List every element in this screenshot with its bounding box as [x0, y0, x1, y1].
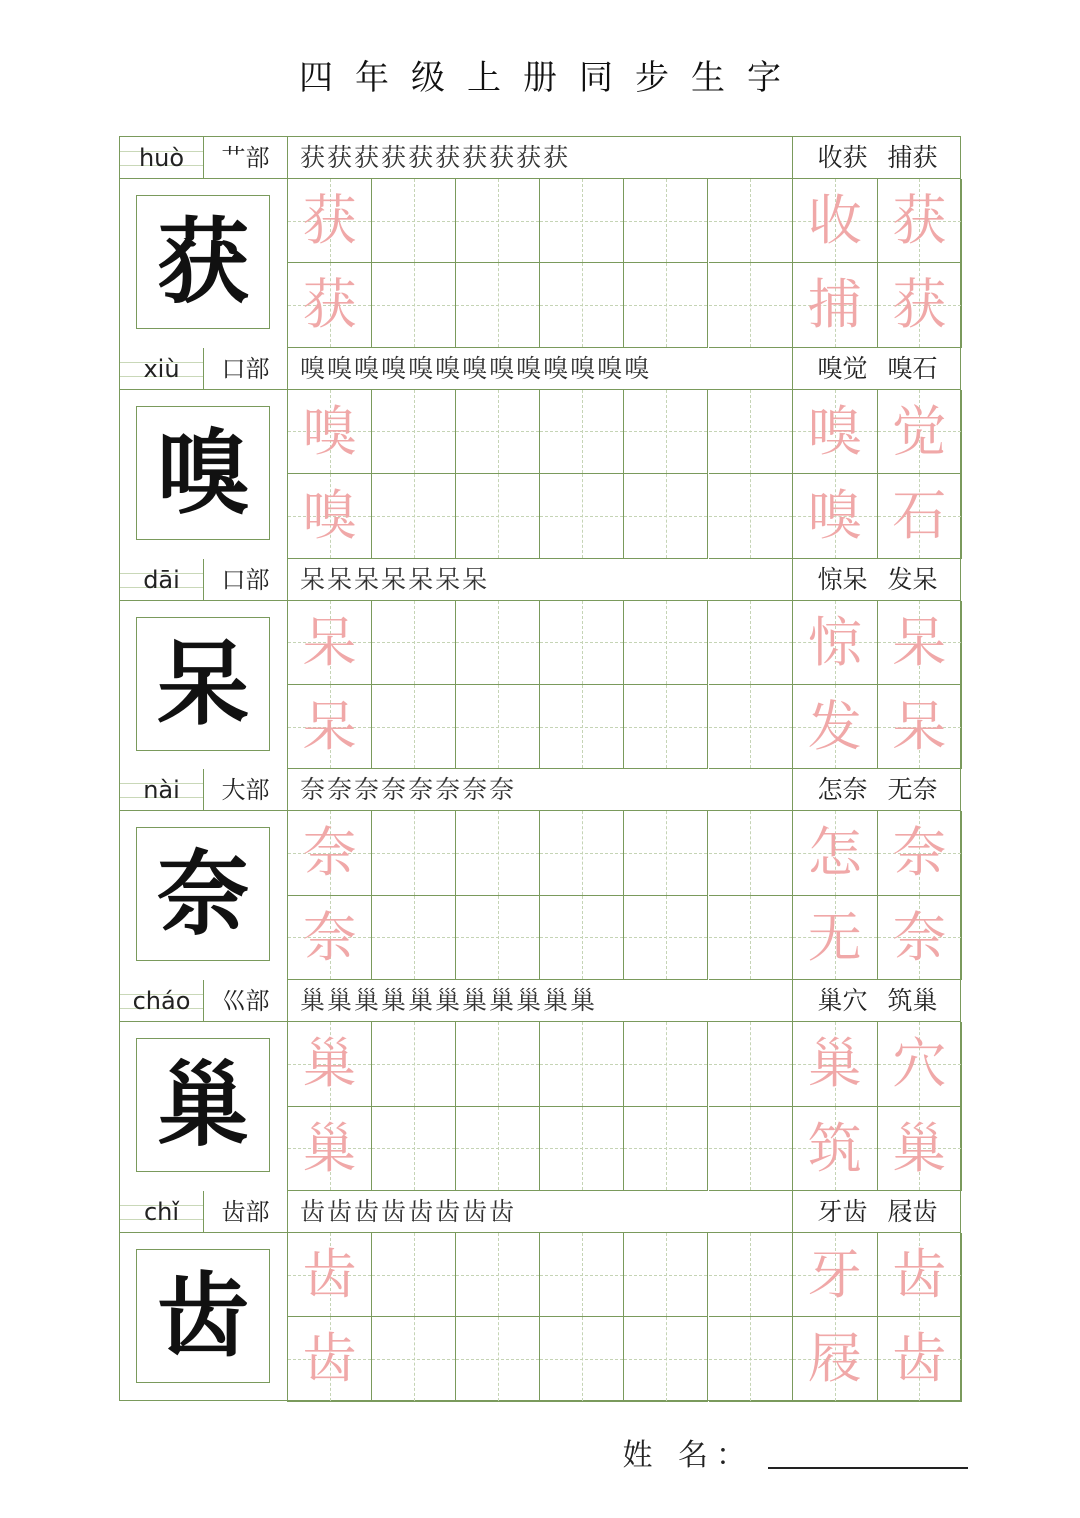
stroke-step: 巢 [354, 986, 382, 1016]
writing-cell[interactable] [456, 474, 540, 558]
word-trace-character: 牙 [807, 1243, 862, 1306]
writing-cell[interactable] [709, 474, 793, 558]
stroke-step: 获 [462, 143, 490, 172]
stroke-step: 巢 [408, 986, 436, 1016]
word-trace-character: 捕 [807, 273, 862, 337]
practice-grid [288, 179, 793, 348]
radical: 巛部 [204, 980, 288, 1022]
stroke-step: 巢 [300, 986, 328, 1016]
character-block [120, 559, 960, 770]
writing-cell[interactable] [372, 1317, 456, 1401]
practice-grid [288, 601, 793, 770]
stroke-step: 嗅 [543, 353, 571, 383]
writing-cell[interactable] [709, 390, 793, 474]
writing-cell[interactable] [456, 601, 540, 685]
writing-cell[interactable] [288, 896, 372, 980]
word-trace-character: 怎 [807, 821, 862, 885]
stroke-step: 获 [354, 143, 382, 172]
writing-cell[interactable] [540, 179, 624, 263]
model-character-cell [120, 179, 288, 348]
writing-cell[interactable] [709, 601, 793, 685]
word-trace-character: 石 [892, 484, 947, 548]
writing-cell[interactable] [288, 811, 372, 895]
model-character: 获 [136, 195, 270, 329]
word-trace-character: 屐 [807, 1327, 862, 1391]
vocab-word: 无奈 [887, 775, 938, 805]
word-trace-cell[interactable] [793, 390, 878, 474]
word-practice-grid [793, 1022, 962, 1191]
radical: 艹部 [204, 137, 288, 179]
stroke-order [288, 1191, 793, 1233]
writing-cell[interactable] [540, 601, 624, 685]
writing-cell[interactable] [372, 1022, 456, 1106]
writing-cell[interactable] [456, 1233, 540, 1317]
writing-cell[interactable] [540, 685, 624, 769]
vocab-word: 筑巢 [887, 986, 938, 1016]
writing-cell[interactable] [372, 263, 456, 347]
word-trace-cell[interactable] [793, 474, 878, 558]
word-trace-cell[interactable] [878, 896, 963, 980]
stroke-step: 嗅 [516, 353, 544, 383]
word-trace-cell[interactable] [793, 1233, 878, 1317]
word-practice-grid [793, 811, 962, 980]
stroke-order [288, 559, 793, 601]
writing-cell[interactable] [288, 179, 372, 263]
model-character: 巢 [136, 1038, 270, 1172]
word-trace-cell[interactable] [878, 1022, 963, 1106]
stroke-step: 嗅 [462, 353, 490, 383]
radical: 大部 [204, 769, 288, 811]
trace-character: 呆 [302, 610, 357, 674]
word-trace-cell[interactable] [793, 1107, 878, 1191]
word-trace-character: 嗅 [807, 484, 862, 548]
word-trace-cell[interactable] [878, 1317, 963, 1401]
name-field [622, 1430, 968, 1474]
vocab-word: 收获 [817, 143, 868, 172]
vocab-word: 捕获 [887, 143, 938, 172]
writing-cell[interactable] [540, 1107, 624, 1191]
writing-cell[interactable] [709, 179, 793, 263]
stroke-order [288, 137, 793, 179]
block-header [120, 980, 960, 1022]
stroke-step: 奈 [300, 775, 328, 805]
word-trace-character: 穴 [892, 1032, 947, 1096]
stroke-step: 奈 [381, 775, 409, 805]
stroke-step: 巢 [327, 986, 355, 1016]
writing-cell[interactable] [624, 685, 708, 769]
stroke-order [288, 348, 793, 390]
word-trace-character: 呆 [892, 610, 947, 674]
stroke-step: 获 [408, 143, 436, 172]
stroke-step: 获 [300, 143, 328, 172]
word-trace-cell[interactable] [878, 811, 963, 895]
writing-cell[interactable] [288, 1022, 372, 1106]
word-trace-cell[interactable] [878, 390, 963, 474]
stroke-step: 嗅 [381, 353, 409, 383]
word-trace-character: 筑 [807, 1116, 862, 1180]
word-trace-cell[interactable] [878, 1107, 963, 1191]
writing-cell[interactable] [709, 263, 793, 347]
stroke-step: 呆 [327, 564, 355, 594]
word-trace-cell[interactable] [878, 263, 963, 347]
character-block [120, 980, 960, 1191]
trace-character: 巢 [302, 1116, 357, 1180]
writing-cell[interactable] [709, 1107, 793, 1191]
word-trace-character: 获 [892, 273, 947, 337]
vocab-word: 惊呆 [817, 564, 868, 594]
pinyin: dāi [120, 559, 204, 601]
model-character-cell [120, 1022, 288, 1191]
radical: 口部 [204, 348, 288, 390]
writing-cell[interactable] [288, 474, 372, 558]
word-trace-cell[interactable] [878, 685, 963, 769]
stroke-step: 嗅 [597, 353, 625, 383]
stroke-step: 奈 [489, 775, 517, 805]
stroke-step: 齿 [408, 1197, 436, 1226]
stroke-step: 嗅 [354, 353, 382, 383]
writing-cell[interactable] [456, 811, 540, 895]
stroke-step: 巢 [462, 986, 490, 1016]
vocab-words [793, 769, 962, 811]
vocab-words [793, 137, 962, 179]
writing-cell[interactable] [540, 1022, 624, 1106]
writing-cell[interactable] [456, 1107, 540, 1191]
writing-cell[interactable] [372, 179, 456, 263]
writing-cell[interactable] [624, 896, 708, 980]
stroke-step: 嗅 [435, 353, 463, 383]
word-trace-cell[interactable] [793, 263, 878, 347]
writing-cell[interactable] [372, 601, 456, 685]
word-trace-character: 获 [892, 189, 947, 252]
word-practice-grid [793, 179, 962, 348]
trace-character: 呆 [302, 694, 357, 758]
writing-cell[interactable] [288, 390, 372, 474]
writing-cell[interactable] [288, 685, 372, 769]
practice-grid [288, 811, 793, 980]
writing-cell[interactable] [372, 1107, 456, 1191]
page-title: 四年级上册同步生字 [299, 58, 803, 98]
word-trace-character: 奈 [892, 905, 947, 969]
vocab-word: 怎奈 [817, 775, 868, 805]
writing-cell[interactable] [456, 1317, 540, 1401]
writing-cell[interactable] [540, 390, 624, 474]
writing-cell[interactable] [709, 685, 793, 769]
trace-character: 奈 [302, 905, 357, 969]
pinyin: nài [120, 769, 204, 811]
stroke-step: 呆 [354, 564, 382, 594]
vocab-word: 巢穴 [817, 986, 868, 1016]
stroke-step: 齿 [354, 1197, 382, 1226]
stroke-step: 齿 [435, 1197, 463, 1226]
vocab-word: 牙齿 [817, 1197, 868, 1226]
writing-cell[interactable] [624, 1022, 708, 1106]
writing-cell[interactable] [540, 474, 624, 558]
writing-cell[interactable] [288, 263, 372, 347]
writing-cell[interactable] [456, 1022, 540, 1106]
stroke-step: 呆 [381, 564, 409, 594]
word-trace-character: 收 [807, 189, 862, 252]
word-trace-cell[interactable] [878, 179, 963, 263]
writing-cell[interactable] [540, 811, 624, 895]
word-trace-cell[interactable] [793, 811, 878, 895]
trace-character: 获 [302, 189, 357, 252]
trace-character: 嗅 [302, 484, 357, 548]
writing-cell[interactable] [372, 685, 456, 769]
model-character: 齿 [136, 1249, 270, 1383]
trace-character: 齿 [302, 1243, 357, 1306]
writing-cell[interactable] [709, 1317, 793, 1401]
word-trace-cell[interactable] [793, 896, 878, 980]
stroke-step: 嗅 [327, 353, 355, 383]
vocab-word: 嗅觉 [817, 353, 868, 383]
writing-cell[interactable] [372, 811, 456, 895]
stroke-step: 呆 [408, 564, 436, 594]
stroke-step: 获 [381, 143, 409, 172]
writing-cell[interactable] [540, 263, 624, 347]
practice-grid [288, 390, 793, 559]
stroke-step: 嗅 [408, 353, 436, 383]
character-block [120, 137, 960, 348]
practice-sheet [119, 136, 961, 1401]
writing-cell[interactable] [540, 1233, 624, 1317]
stroke-step: 齿 [300, 1197, 328, 1226]
writing-cell[interactable] [624, 263, 708, 347]
writing-cell[interactable] [624, 1233, 708, 1317]
vocab-words [793, 1191, 962, 1233]
stroke-order [288, 769, 793, 811]
writing-cell[interactable] [288, 601, 372, 685]
model-character-cell [120, 390, 288, 559]
stroke-step: 获 [516, 143, 544, 172]
word-trace-character: 巢 [807, 1032, 862, 1096]
trace-character: 获 [302, 273, 357, 337]
trace-character: 嗅 [302, 399, 357, 463]
writing-cell[interactable] [709, 896, 793, 980]
stroke-step: 嗅 [489, 353, 517, 383]
word-trace-character: 齿 [892, 1243, 947, 1306]
vocab-words [793, 980, 962, 1022]
stroke-step: 获 [435, 143, 463, 172]
model-character: 嗅 [136, 406, 270, 540]
pinyin: huò [120, 137, 204, 179]
writing-cell[interactable] [709, 1233, 793, 1317]
block-header [120, 137, 960, 179]
writing-cell[interactable] [372, 474, 456, 558]
writing-cell[interactable] [624, 1317, 708, 1401]
name-line[interactable] [768, 1467, 968, 1469]
practice-grid [288, 1022, 793, 1191]
pinyin: chǐ [120, 1191, 204, 1233]
stroke-step: 巢 [543, 986, 571, 1016]
stroke-step: 嗅 [300, 353, 328, 383]
word-trace-cell[interactable] [793, 1022, 878, 1106]
trace-character: 齿 [302, 1327, 357, 1391]
word-trace-character: 发 [807, 694, 862, 758]
vocab-words [793, 559, 962, 601]
character-block [120, 1191, 960, 1402]
stroke-step: 奈 [354, 775, 382, 805]
character-block [120, 769, 960, 980]
writing-cell[interactable] [624, 474, 708, 558]
character-block [120, 348, 960, 559]
word-practice-grid [793, 390, 962, 559]
word-trace-cell[interactable] [793, 685, 878, 769]
word-trace-character: 齿 [892, 1327, 947, 1391]
stroke-step: 获 [327, 143, 355, 172]
word-trace-cell[interactable] [793, 179, 878, 263]
model-character: 奈 [136, 827, 270, 961]
radical: 齿部 [204, 1191, 288, 1233]
word-trace-character: 巢 [892, 1116, 947, 1180]
vocab-words [793, 348, 962, 390]
writing-cell[interactable] [456, 179, 540, 263]
writing-cell[interactable] [288, 1233, 372, 1317]
stroke-step: 呆 [435, 564, 463, 594]
name-label: 姓 名： [622, 1438, 754, 1473]
stroke-step: 嗅 [624, 353, 652, 383]
writing-cell[interactable] [709, 1022, 793, 1106]
stroke-step: 奈 [327, 775, 355, 805]
pinyin: cháo [120, 980, 204, 1022]
model-character-cell [120, 1233, 288, 1402]
word-trace-cell[interactable] [878, 474, 963, 558]
writing-cell[interactable] [456, 263, 540, 347]
trace-character: 奈 [302, 821, 357, 885]
writing-cell[interactable] [288, 1317, 372, 1401]
radical: 口部 [204, 559, 288, 601]
model-character-cell [120, 811, 288, 980]
writing-cell[interactable] [540, 896, 624, 980]
writing-cell[interactable] [456, 390, 540, 474]
stroke-step: 奈 [408, 775, 436, 805]
stroke-step: 巢 [381, 986, 409, 1016]
writing-cell[interactable] [372, 390, 456, 474]
stroke-step: 获 [489, 143, 517, 172]
writing-cell[interactable] [624, 390, 708, 474]
stroke-step: 巢 [435, 986, 463, 1016]
writing-cell[interactable] [372, 1233, 456, 1317]
stroke-step: 巢 [570, 986, 598, 1016]
stroke-step: 奈 [435, 775, 463, 805]
vocab-word: 嗅石 [887, 353, 938, 383]
word-trace-character: 无 [807, 905, 862, 969]
stroke-step: 奈 [462, 775, 490, 805]
stroke-step: 齿 [327, 1197, 355, 1226]
stroke-step: 嗅 [570, 353, 598, 383]
word-practice-grid [793, 601, 962, 770]
stroke-order [288, 980, 793, 1022]
word-trace-character: 呆 [892, 694, 947, 758]
stroke-step: 齿 [462, 1197, 490, 1226]
model-character: 呆 [136, 617, 270, 751]
word-trace-character: 觉 [892, 399, 947, 463]
stroke-step: 巢 [516, 986, 544, 1016]
word-trace-character: 惊 [807, 610, 862, 674]
writing-cell[interactable] [624, 811, 708, 895]
vocab-word: 屐齿 [887, 1197, 938, 1226]
stroke-step: 呆 [462, 564, 490, 594]
writing-cell[interactable] [709, 811, 793, 895]
word-trace-cell[interactable] [878, 601, 963, 685]
writing-cell[interactable] [624, 1107, 708, 1191]
writing-cell[interactable] [372, 896, 456, 980]
block-header [120, 348, 960, 390]
word-trace-cell[interactable] [878, 1233, 963, 1317]
stroke-step: 呆 [300, 564, 328, 594]
word-practice-grid [793, 1233, 962, 1402]
writing-cell[interactable] [288, 1107, 372, 1191]
stroke-step: 齿 [489, 1197, 517, 1226]
word-trace-character: 嗅 [807, 399, 862, 463]
word-trace-character: 奈 [892, 821, 947, 885]
block-header [120, 559, 960, 601]
stroke-step: 获 [543, 143, 571, 172]
trace-character: 巢 [302, 1032, 357, 1096]
word-trace-cell[interactable] [793, 601, 878, 685]
word-trace-cell[interactable] [793, 1317, 878, 1401]
writing-cell[interactable] [456, 896, 540, 980]
writing-cell[interactable] [624, 601, 708, 685]
writing-cell[interactable] [456, 685, 540, 769]
writing-cell[interactable] [540, 1317, 624, 1401]
writing-cell[interactable] [624, 179, 708, 263]
pinyin: xiù [120, 348, 204, 390]
block-header [120, 769, 960, 811]
stroke-step: 齿 [381, 1197, 409, 1226]
model-character-cell [120, 601, 288, 770]
practice-grid [288, 1233, 793, 1402]
block-header [120, 1191, 960, 1233]
stroke-step: 巢 [489, 986, 517, 1016]
vocab-word: 发呆 [887, 564, 938, 594]
